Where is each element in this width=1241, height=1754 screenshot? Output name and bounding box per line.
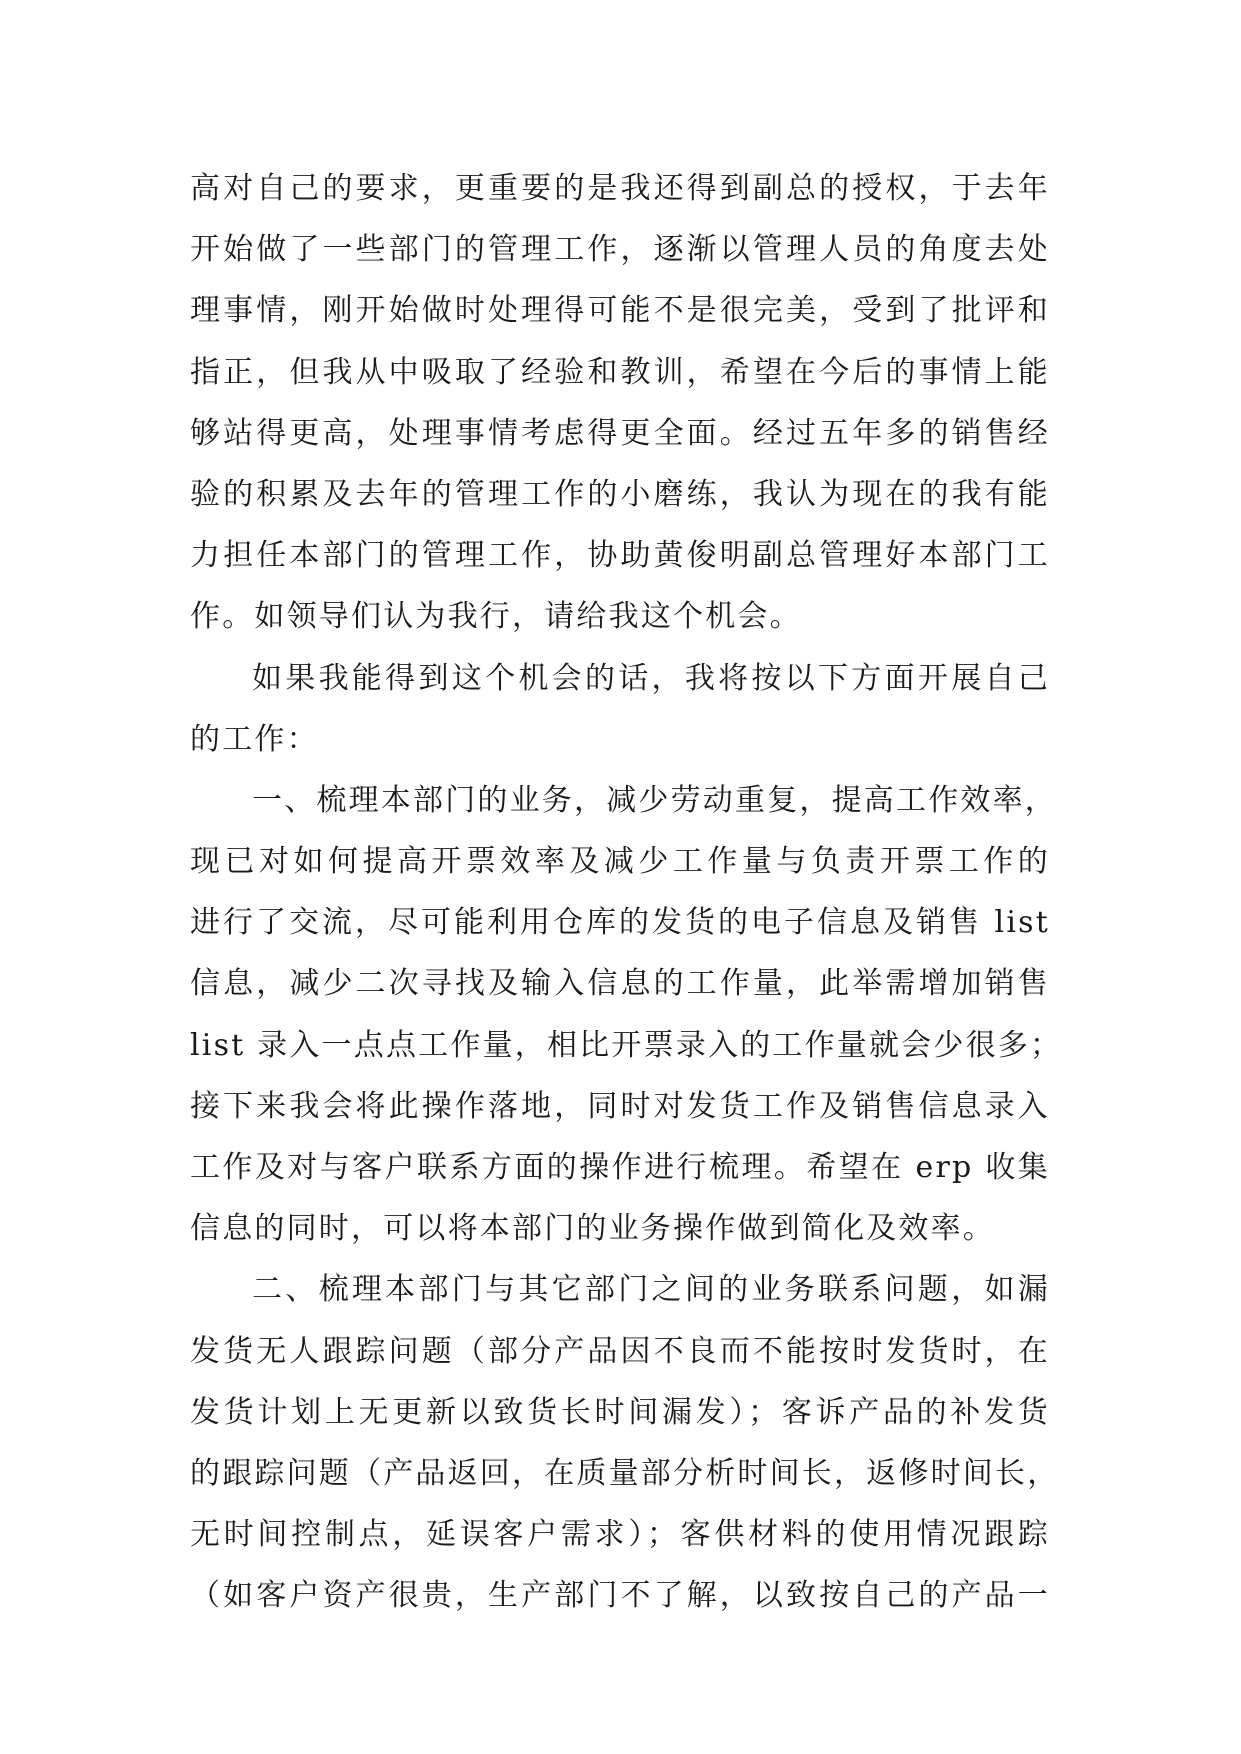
text-line: 够站得更高，处理事情考虑得更全面。经过五年多的销售经 — [190, 415, 1050, 451]
document-body — [190, 158, 1063, 1627]
text-line: 的工作： — [190, 721, 319, 757]
text-line: 理事情，刚开始做时处理得可能不是很完美，受到了批评和 — [190, 293, 1050, 329]
text-line: 现已对如何提高开票效率及减少工作量与负责开票工作的 — [190, 844, 1050, 880]
text-line: 信息的同时，可以将本部门的业务操作做到简化及效率。 — [190, 1211, 995, 1247]
text-line: 接下来我会将此操作落地，同时对发货工作及销售信息录入 — [190, 1088, 1050, 1124]
text-line: 指正，但我从中吸取了经验和教训，希望在今后的事情上能 — [190, 354, 1050, 390]
text-line: 发货计划上无更新以致货长时间漏发）；客诉产品的补发货 — [190, 1394, 1050, 1430]
text-line: 力担任本部门的管理工作，协助黄俊明副总管理好本部门工 — [190, 538, 1050, 574]
text-line: 信息，减少二次寻找及输入信息的工作量，此举需增加销售 — [190, 966, 1050, 1002]
paragraph-first-line: 如果我能得到这个机会的话，我将按以下方面开展自己 — [252, 660, 1050, 696]
text-line: 高对自己的要求，更重要的是我还得到副总的授权，于去年 — [190, 171, 1050, 206]
text-line: 的跟踪问题（产品返回，在质量部分析时间长，返修时间长， — [190, 1455, 1060, 1491]
text-line: 验的积累及去年的管理工作的小磨练，我认为现在的我有能 — [190, 476, 1050, 512]
text-line: 作。如领导们认为我行，请给我这个机会。 — [190, 599, 802, 635]
text-line: 开始做了一些部门的管理工作，逐渐以管理人员的角度去处 — [190, 232, 1050, 268]
text-line: 发货无人跟踪问题（部分产品因不良而不能按时发货时，在 — [190, 1333, 1050, 1369]
text-line: 进行了交流，尽可能利用仓库的发货的电子信息及销售 list — [190, 905, 1050, 941]
text-line: 工作及对与客户联系方面的操作进行梳理。希望在 erp 收集 — [190, 1150, 1050, 1185]
text-line: 无时间控制点，延误客户需求）；客供材料的使用情况跟踪 — [190, 1517, 1050, 1553]
text-line: （如客户资产很贵，生产部门不了解，以致按自己的产品一 — [190, 1578, 1050, 1614]
paragraph-first-line: 二、梳理本部门与其它部门之间的业务联系问题，如漏 — [252, 1272, 1050, 1308]
text-line: list 录入一点点工作量，相比开票录入的工作量就会少很多； — [190, 1027, 1063, 1063]
paragraph-first-line: 一、梳理本部门的业务，减少劳动重复，提高工作效率， — [252, 782, 1057, 818]
